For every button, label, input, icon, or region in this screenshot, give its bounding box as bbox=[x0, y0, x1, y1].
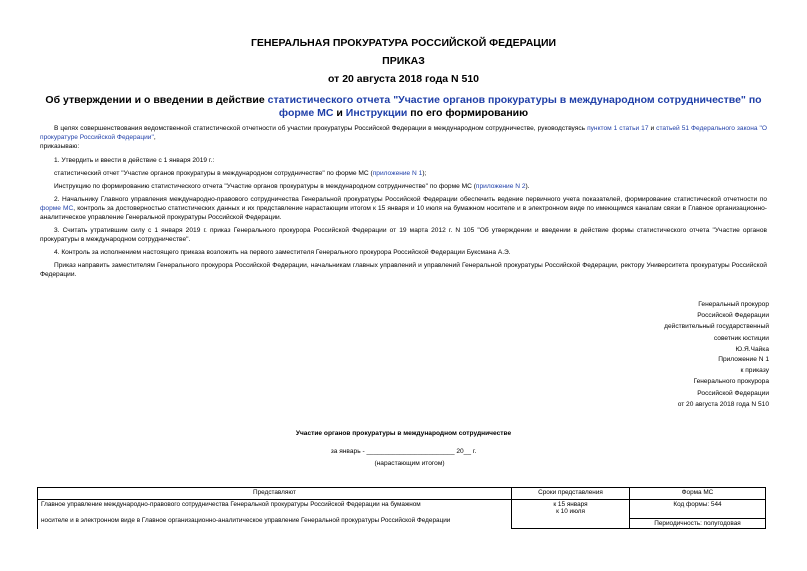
col-header-deadlines: Сроки представления bbox=[512, 488, 630, 500]
item-1: 1. Утвердить и ввести в действие с 1 января 2019 г.: bbox=[54, 157, 215, 164]
item-2: 2. Начальнику Главного управления международно-правового сотрудничества Генеральной прокуратуры Российской Федерации обеспечить ведение первичного учета показателей, формирование статистической отчетности по форме МС, контроль за достоверностью статистических данных и их представление нарастающим итогом к 15 января и 10 июля на бумажном носителе и в электронном виде по имеющимся каналам связи в Главное организационно-аналитическое управление Генеральной прокуратуры Российской Федерации. bbox=[40, 196, 768, 221]
title-part-1: Об утверждении и о введении в действие bbox=[45, 94, 268, 106]
instruction-link[interactable]: Инструкции bbox=[345, 107, 408, 119]
order-body bbox=[40, 124, 767, 279]
table-header-row bbox=[38, 488, 766, 500]
item-3: 3. Считать утратившим силу с 1 января 2019 г. приказ Генерального прокурора Российской Федерации от 19 марта 2012 г. N 105 "Об утверждении и введении в действие формы статистического отчета "Участие органов прокуратуры в международном сотрудничестве". bbox=[40, 227, 767, 243]
form-code-cell: Код формы: 544 bbox=[630, 500, 766, 519]
presenter-cell: Главное управление международно-правового сотрудничества Генеральной прокуратуры Российской Федерации на бумажном носителе и в электронном виде в Главное организационно-аналитическое управление Генеральной прокуратуры Российской Федерации bbox=[38, 500, 512, 529]
form-title: Участие органов прокуратуры в международном сотрудничестве bbox=[295, 430, 512, 437]
title-part-2: и bbox=[333, 107, 346, 119]
appendix-1-link[interactable]: приложение N 1 bbox=[372, 170, 423, 177]
intro-paragraph: В целях совершенствования ведомственной статистической отчетности об участии прокуратуры Российской Федерации в международном сотрудничестве, руководствуясь пунктом 1 статьи 17 и статьей 51 Федерального закона "О прокуратуре Российской Федерации", bbox=[40, 125, 767, 141]
item-1a: статистический отчет "Участие органов прокуратуры в международном сотрудничестве" по форме МС (приложение N 1); bbox=[54, 170, 427, 177]
item-1b: Инструкцию по формированию статистического отчета "Участие органов прокуратуры в международном сотрудничестве" по форме МС (приложение N 2). bbox=[54, 183, 530, 190]
form-cumulative: (нарастающим итогом) bbox=[374, 460, 445, 467]
order-word: приказываю: bbox=[40, 143, 80, 150]
doc-type: ПРИКАЗ bbox=[382, 55, 425, 67]
form-header-table bbox=[37, 487, 766, 529]
article-17-link[interactable]: пунктом 1 статьи 17 bbox=[587, 125, 649, 132]
order-title bbox=[40, 94, 767, 120]
table-row bbox=[38, 500, 766, 519]
article-51-link[interactable]: статьей 51 bbox=[656, 125, 690, 132]
org-name: ГЕНЕРАЛЬНАЯ ПРОКУРАТУРА РОССИЙСКОЙ ФЕДЕРАЦИИ bbox=[250, 37, 557, 49]
appendix-header: Приложение N 1 к приказу Генерального прокурора Российской Федерации от 20 августа 2018 года N 510 bbox=[677, 356, 769, 408]
deadline-cell: к 15 января к 10 июля bbox=[512, 500, 630, 529]
periodicity-cell: Периодичность: полугодовая bbox=[630, 519, 766, 529]
report-link[interactable]: статистического отчета "Участие органов прокуратуры в международном сотрудничестве" по форме МС bbox=[267, 94, 762, 119]
federal-law-link[interactable]: Федерального закона "О прокуратуре Российской Федерации" bbox=[40, 125, 767, 141]
title-part-3: по его формированию bbox=[407, 107, 529, 119]
col-header-presenters: Представляют bbox=[38, 488, 512, 500]
signature-block: Генеральный прокурор Российской Федерации действительный государственный советник юстиции Ю.Я.Чайка bbox=[664, 301, 769, 353]
col-header-form: Форма МС bbox=[630, 488, 766, 500]
item-4: 4. Контроль за исполнением настоящего приказа возложить на первого заместителя Генерального прокурора Российской Федерации Буксмана А.Э. bbox=[54, 249, 511, 256]
item-5: Приказ направить заместителям Генерального прокурора Российской Федерации, начальникам главных управлений и управлений Генеральной прокуратуры Российской Федерации, ректору Университета прокуратуры Российской Федерации. bbox=[40, 262, 767, 278]
order-date: от 20 августа 2018 года N 510 bbox=[327, 73, 480, 85]
form-ms-link[interactable]: форме МС bbox=[40, 205, 74, 212]
appendix-2-link[interactable]: приложение N 2 bbox=[475, 183, 526, 190]
form-period: за январь - ________________________ 20__ г. bbox=[330, 448, 477, 455]
